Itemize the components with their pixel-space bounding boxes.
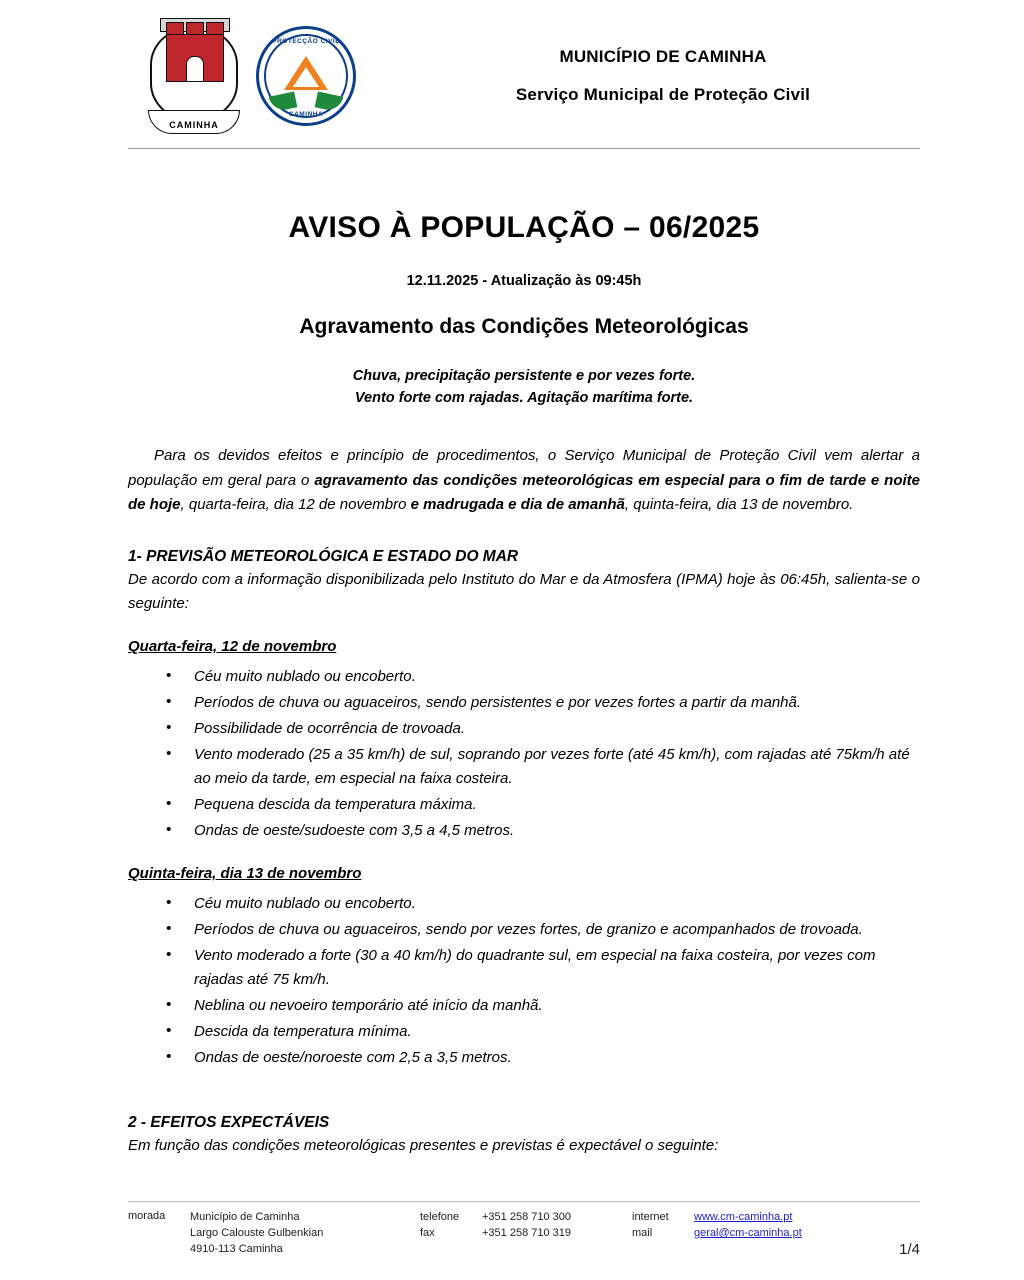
civil-logo-top-label: PROTECÇÃO CIVIL: [272, 38, 340, 45]
day-1-list: [128, 665, 920, 843]
footer-phone-labels: [420, 1210, 482, 1242]
footer-address-line-2: Largo Calouste Gulbenkian: [190, 1227, 324, 1240]
email-link[interactable]: geral@cm-caminha.pt: [694, 1227, 802, 1240]
civil-protection-logo-icon: [256, 26, 356, 126]
list-item: • Períodos de chuva ou aguaceiros, sendo persistentes e por vezes fortes a partir da manhã.: [164, 691, 920, 715]
footer-internet-labels: [632, 1210, 694, 1242]
header-divider: [128, 148, 920, 149]
footer-address-label: morada: [128, 1210, 166, 1223]
list-item: • Ondas de oeste/noroeste com 2,5 a 3,5 metros.: [164, 1046, 920, 1070]
footer-internet-label: internet: [632, 1211, 669, 1224]
list-item: • Ondas de oeste/sudoeste com 3,5 a 4,5 metros.: [164, 819, 920, 843]
footer-address-line-3: 4910-113 Caminha: [190, 1243, 283, 1256]
document-header: [128, 18, 920, 142]
footer-address: [190, 1210, 420, 1258]
intro-paragraph: [128, 444, 920, 518]
section-1-heading: 1- PREVISÃO METEOROLÓGICA E ESTADO DO MAR: [128, 548, 519, 566]
footer-mail-label: mail: [632, 1227, 653, 1240]
footer-phone-values: [482, 1210, 632, 1242]
list-item: • Períodos de chuva ou aguaceiros, sendo por vezes fortes, de granizo e acompanhados de trovoada.: [164, 918, 920, 942]
footer-fax-label: fax: [420, 1227, 435, 1240]
crest-name-label: CAMINHA: [169, 120, 219, 130]
document-footer: [128, 1201, 920, 1258]
section-2-note: Em função das condições meteorológicas presentes e previstas é expectável o seguinte:: [128, 1137, 719, 1155]
organization-name: MUNICÍPIO DE CAMINHA: [559, 47, 767, 66]
footer-fax-value: +351 258 710 319: [482, 1227, 572, 1240]
department-name: Serviço Municipal de Proteção Civil: [515, 85, 811, 104]
list-item: • Vento moderado (25 a 35 km/h) de sul, soprando por vezes forte (até 45 km/h), com rajadas até 75km/h até ao meio da tarde, em especial na faixa costeira.: [164, 743, 920, 791]
document-date: 12.11.2025 - Atualização às 09:45h: [406, 273, 642, 289]
list-item: • Vento moderado a forte (30 a 40 km/h) do quadrante sul, em especial na faixa costeira, por vezes com rajadas até 75 km/h.: [164, 944, 920, 992]
list-item: • Céu muito nublado ou encoberto.: [164, 892, 920, 916]
intro-text-1: Para os devidos efeitos e princípio de procedimentos, o Serviço Municipal de Proteção Civil vem alertar a população em geral para o: [128, 446, 920, 489]
section-2-heading: 2 - EFEITOS EXPECTÁVEIS: [128, 1114, 330, 1132]
list-item: • Céu muito nublado ou encoberto.: [164, 665, 920, 689]
header-logos: [128, 18, 416, 134]
footer-phone-value: +351 258 710 300: [482, 1211, 572, 1224]
civil-logo-bottom-label: CAMINHA: [288, 111, 324, 118]
footer-address-line-1: Município de Caminha: [190, 1211, 300, 1224]
day-1-heading: Quarta-feira, 12 de novembro: [128, 638, 337, 656]
document-subtitle: Agravamento das Condições Meteorológicas: [299, 315, 749, 338]
list-item: • Possibilidade de ocorrência de trovoada.: [164, 717, 920, 741]
list-item: • Pequena descida da temperatura máxima.: [164, 793, 920, 817]
intro-bold-1: agravamento das condições meteorológicas em especial para o fim de tarde e noite de hoje: [128, 471, 921, 514]
footer-internet-values: [694, 1210, 889, 1242]
footer-phone-label: telefone: [420, 1211, 460, 1224]
tagline-line-2: Vento forte com rajadas. Agitação marítima forte.: [354, 390, 694, 407]
intro-bold-2: e madrugada e dia de amanhã: [410, 496, 625, 514]
website-link[interactable]: www.cm-caminha.pt: [694, 1211, 793, 1224]
header-titles: [416, 47, 920, 105]
page-number: 1/4: [899, 1241, 920, 1258]
page-title: AVISO À POPULAÇÃO – 06/2025: [288, 211, 760, 244]
municipality-crest-icon: [146, 18, 242, 134]
day-2-heading: Quinta-feira, dia 13 de novembro: [128, 865, 362, 883]
footer-divider: [128, 1201, 920, 1202]
tagline-line-1: Chuva, precipitação persistente e por vezes forte.: [352, 368, 696, 384]
list-item: • Descida da temperatura mínima.: [164, 1020, 920, 1044]
section-1-note: De acordo com a informação disponibilizada pelo Instituto do Mar e da Atmosfera (IPMA) hoje às 06:45h, salienta-se o seguinte:: [128, 571, 920, 613]
intro-text-3: , quinta-feira, dia 13 de novembro.: [624, 496, 854, 514]
day-2-list: [128, 892, 920, 1070]
list-item: • Neblina ou nevoeiro temporário até início da manhã.: [164, 994, 920, 1018]
intro-text-2: , quarta-feira, dia 12 de novembro: [180, 496, 411, 514]
document-tagline: [128, 365, 920, 410]
